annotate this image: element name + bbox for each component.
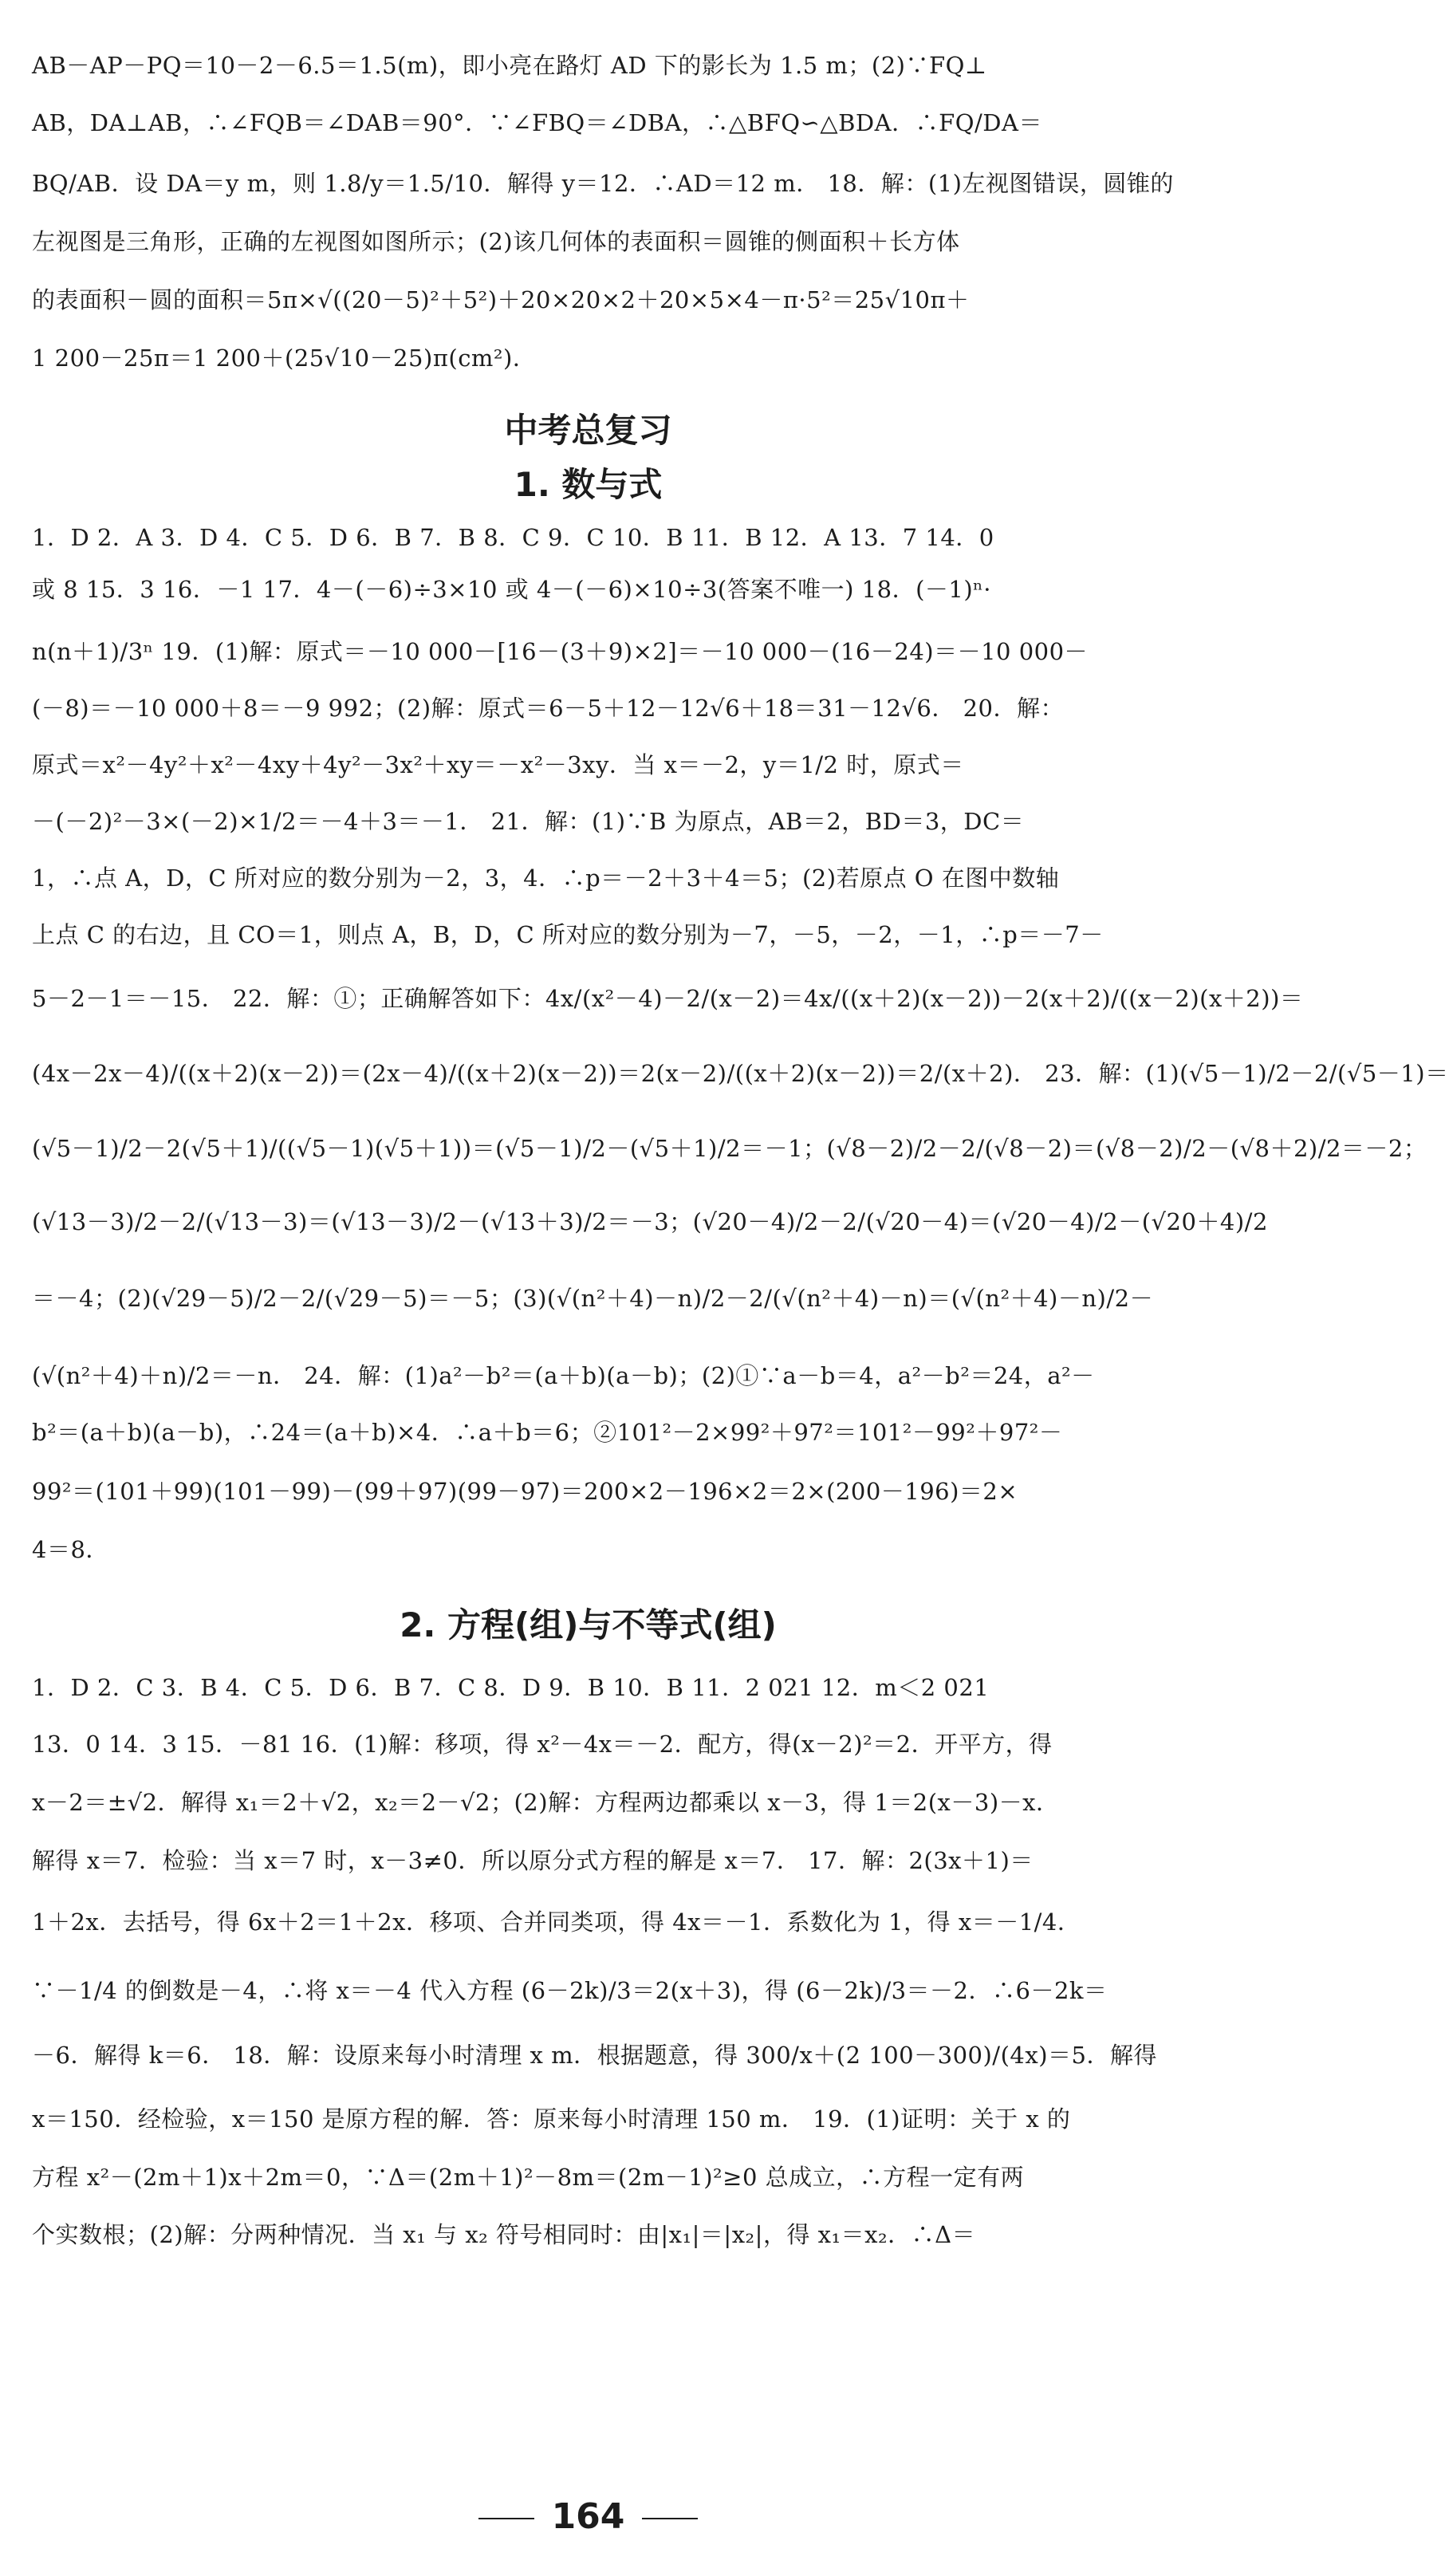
text-line: (√13－3)/2－2/(√13－3)＝(√13－3)/2－(√13＋3)/2＝－3；(√20－4)/2－2/(√20－4)＝(√20－4)/2－(√20＋4)/2 [32, 1208, 1268, 1235]
text-line: BQ/AB．设 DA＝y m，则 1.8/y＝1.5/10．解得 y＝12．∴AD＝12 m． 18．解：(1)左视图错误，圆锥的 [32, 170, 1174, 197]
text-line: n(n＋1)/3ⁿ 19．(1)解：原式＝－10 000－[16－(3＋9)×2]＝－10 000－(16－24)＝－10 000－ [32, 638, 1089, 665]
text-line: ＝－4；(2)(√29－5)/2－2/(√29－5)＝－5；(3)(√(n²＋4)－n)/2－2/(√(n²＋4)－n)＝(√(n²＋4)－n)/2－ [32, 1285, 1154, 1312]
text-line: 方程 x²－(2m＋1)x＋2m＝0，∵Δ＝(2m＋1)²－8m＝(2m－1)²≥0 总成立，∴方程一定有两 [32, 2164, 1025, 2191]
section-heading-numbers: 1. 数与式 [514, 465, 663, 504]
text-line: 1 200－25π＝1 200＋(25√10－25)π(cm²)． [32, 345, 537, 372]
section-heading-review: 中考总复习 [504, 411, 672, 450]
text-line: ∵－1/4 的倒数是－4，∴将 x＝－4 代入方程 (6－2k)/3＝2(x＋3)，得 (6－2k)/3＝－2．∴6－2k＝ [32, 1977, 1108, 2004]
text-line: 5－2－1＝－15． 22．解：①；正确解答如下：4x/(x²－4)－2/(x－2)＝4x/((x＋2)(x－2))－2(x＋2)/((x－2)(x＋2))＝ [32, 985, 1304, 1012]
text-line: 个实数根；(2)解：分两种情况．当 x₁ 与 x₂ 符号相同时：由|x₁|＝|x₂|，得 x₁＝x₂．∴Δ＝ [32, 2221, 976, 2248]
answer-page [32, 0, 1449, 2576]
text-line: 99²＝(101＋99)(101－99)－(99＋97)(99－97)＝200×2－196×2＝2×(200－196)＝2× [32, 1478, 1018, 1505]
text-line: 1．D 2．C 3．B 4．C 5．D 6．B 7．C 8．D 9．B 10．B 11．2 021 12．m＜2 021 [32, 1674, 990, 1701]
text-line: AB，DA⊥AB，∴∠FQB＝∠DAB＝90°．∵∠FBQ＝∠DBA，∴△BFQ∽△BDA．∴FQ/DA＝ [32, 109, 1042, 136]
text-line: (－8)＝－10 000＋8＝－9 992；(2)解：原式＝6－5＋12－12√6＋18＝31－12√6． 20．解： [32, 695, 1064, 722]
text-line: 上点 C 的右边，且 CO＝1，则点 A，B，D，C 所对应的数分别为－7，－5，－2，－1，∴p＝－7－ [32, 921, 1104, 948]
text-line: x＝150．经检验，x＝150 是原方程的解．答：原来每小时清理 150 m． 19．(1)证明：关于 x 的 [32, 2105, 1071, 2133]
text-line: 1．D 2．A 3．D 4．C 5．D 6．B 7．B 8．C 9．C 10．B 11．B 12．A 13．7 14．0 [32, 524, 994, 551]
text-line: 1＋2x．去括号，得 6x＋2＝1＋2x．移项、合并同类项，得 4x＝－1．系数化为 1，得 x＝－1/4． [32, 1908, 1081, 1936]
page-number-text: 164 [551, 2496, 625, 2537]
text-line: 左视图是三角形，正确的左视图如图所示；(2)该几何体的表面积＝圆锥的侧面积＋长方体 [32, 228, 960, 255]
page-number-dash [642, 2518, 698, 2519]
section-heading-equations: 2. 方程(组)与不等式(组) [400, 1605, 777, 1644]
text-line: b²＝(a＋b)(a－b)，∴24＝(a＋b)×4．∴a＋b＝6；②101²－2×99²＋97²＝101²－99²＋97²－ [32, 1419, 1063, 1446]
text-line: 1，∴点 A，D，C 所对应的数分别为－2，3，4．∴p＝－2＋3＋4＝5；(2)若原点 O 在图中数轴 [32, 865, 1060, 892]
text-line: 解得 x＝7．检验：当 x＝7 时，x－3≠0．所以原分式方程的解是 x＝7． 17．解：2(3x＋1)＝ [32, 1847, 1034, 1874]
text-line: (4x－2x－4)/((x＋2)(x－2))＝(2x－4)/((x＋2)(x－2))＝2(x－2)/((x＋2)(x－2))＝2/(x＋2)． 23．解：(1)(√5－1)/2－2/(√5－1)＝ [32, 1060, 1449, 1087]
text-line: AB－AP－PQ＝10－2－6.5＝1.5(m)，即小亮在路灯 AD 下的影长为 1.5 m；(2)∵FQ⊥ [32, 52, 987, 79]
page-number-dash [478, 2518, 534, 2519]
text-line: x－2＝±√2．解得 x₁＝2＋√2，x₂＝2－√2；(2)解：方程两边都乘以 x－3，得 1＝2(x－3)－x． [32, 1789, 1060, 1816]
text-line: (√(n²＋4)＋n)/2＝－n． 24．解：(1)a²－b²＝(a＋b)(a－b)；(2)①∵a－b＝4，a²－b²＝24，a²－ [32, 1362, 1095, 1389]
text-line: －(－2)²－3×(－2)×1/2＝－4＋3＝－1． 21．解：(1)∵B 为原点，AB＝2，BD＝3，DC＝ [32, 808, 1025, 835]
page-number [32, 2495, 1144, 2539]
text-line: 原式＝x²－4y²＋x²－4xy＋4y²－3x²＋xy＝－x²－3xy．当 x＝－2，y＝1/2 时，原式＝ [32, 751, 964, 778]
text-line: (√5－1)/2－2(√5＋1)/((√5－1)(√5＋1))＝(√5－1)/2－(√5＋1)/2＝－1；(√8－2)/2－2/(√8－2)＝(√8－2)/2－(√8＋2)/2＝－2； [32, 1135, 1427, 1162]
text-line: 的表面积－圆的面积＝5π×√((20－5)²＋5²)＋20×20×2＋20×5×4－π·5²＝25√10π＋ [32, 286, 970, 313]
text-line: 4＝8． [32, 1536, 109, 1563]
text-line: 13．0 14．3 15．－81 16．(1)解：移项，得 x²－4x＝－2．配方，得(x－2)²＝2．开平方，得 [32, 1731, 1053, 1758]
text-line: －6．解得 k＝6． 18．解：设原来每小时清理 x m．根据题意，得 300/x＋(2 100－300)/(4x)＝5．解得 [32, 2042, 1157, 2069]
text-line: 或 8 15．3 16．－1 17．4－(－6)÷3×10 或 4－(－6)×10÷3(答案不唯一) 18．(－1)ⁿ· [32, 576, 991, 603]
